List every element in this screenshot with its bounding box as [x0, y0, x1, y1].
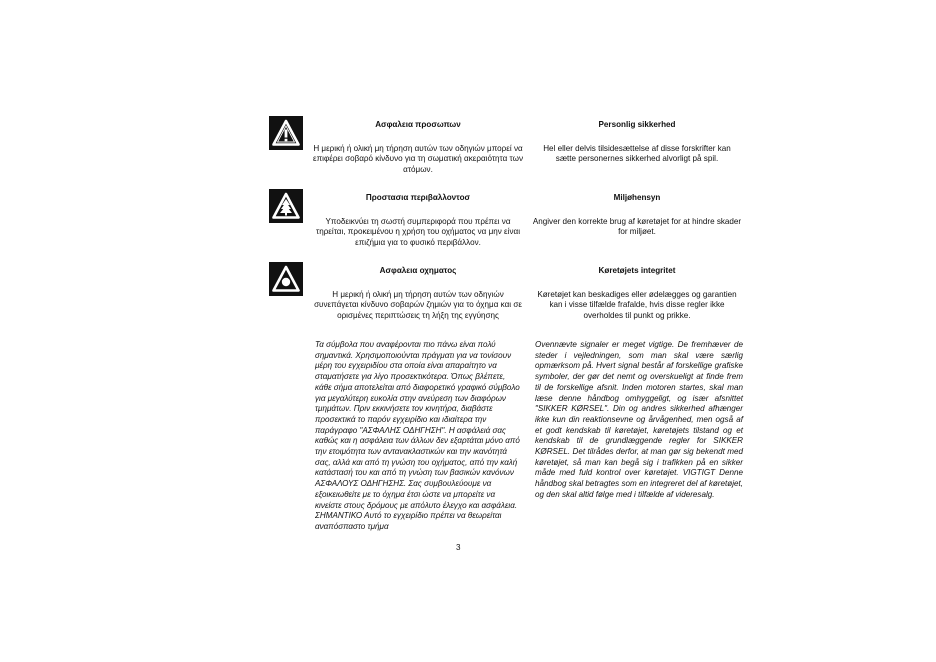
section-title: Miljøhensyn [613, 193, 661, 202]
environment-greek [312, 193, 524, 248]
section-title: Προστασια περιβαλλοντοσ [365, 193, 471, 202]
section-text: Hel eller delvis tilsidesættelse af disse forskrifter kan sætte personernes sikkerhed alvorligt på spil. [543, 143, 731, 163]
section-title: Ασφαλεια οχηματος [379, 266, 457, 275]
vehicle-safety-danish [532, 266, 742, 321]
section-text: Angiver den korrekte brug af køretøjet for at hindre skader for miljøet. [532, 216, 742, 236]
page-number: 3 [456, 543, 461, 552]
body-text-greek: Τα σύμβολα που αναφέρονται πιο πάνω είναι πολύ σημαντικά. Χρησιμοποιούνται πράγματι για να τονίσουν μέρη του εγχειριδίου στα οποία είναι απαραίτητο να σταματήσετε για λίγο προσεκτικότερα. Όπως βλέπετε, κάθε σήμα αποτελείται από διαφορετικό γραφικό σύμβολο για μεγαλύτερη ευκολία στην ανεύρεση των διαφόρων τμημάτων. Πριν εκκινήσετε τον κινητήρα, διαβάστε προσεκτικά το παρόν εγχειρίδιο και ιδιαίτερα την παράγραφο "ΑΣΦΑΛΗΣ ΟΔΗΓΗΣΗ". Η ασφάλειά σας καθώς και η ασφάλεια των άλλων δεν εξαρτάται μόνο από την ετοιμότητα των αντανακλαστικών και την ικανότητά σας, αλλά και από τη γνώση του οχήματος, από την καλή κατάστασή του και από τη γνώση των βασικών κανόνων ΑΣΦΑΛΟΥΣ ΟΔΗΓΗΣΗΣ. Σας συμβουλεύουμε να εξοικειωθείτε με το όχημα έτσι ώστε να μπορείτε να κινείστε στους δρόμους με απόλυτο έλεγχο και ασφάλεια. ΣΗΜΑΝΤΙΚΟ Αυτό το εγχειρίδιο πρέπει να θεωρείται αναπόσπαστο τμήμα [315, 340, 520, 531]
personal-safety-greek [312, 120, 524, 175]
vehicle-safety-greek [312, 266, 524, 321]
section-text: Υποδεικνύει τη σωστή συμπεριφορά που πρέπει να τηρείται, προκειμένου η χρήση του οχήματος να μην είναι επιζήμια για το φυσικό περιβάλλον. [316, 216, 520, 247]
tree-environment-icon [269, 189, 303, 223]
body-text-danish: Ovennævte signaler er meget vigtige. De fremhæver de steder i vejledningen, som man skal være særlig opmærksom på. Hvert signal består af forskellige grafiske symboler, der gør det nemt og overskueligt at finde frem til de forskellige afsnit. Inden motoren startes, skal man læse denne håndbog omhyggeligt, og især afsnittet "SIKKER KØRSEL". Din og andres sikkerhed afhænger ikke kun din reaktionsevne og årvågenhed, men også af et godt kendskab til køretøjet, køretøjets tilstand og et kendskab til de grundlæggende regler for SIKKER KØRSEL. Det tilrådes derfor, at man gør sig bekendt med køretøjet, så man kan begå sig i trafikken på en sikker måde med fuld kontrol over køretøjet. VIGTIGT Denne håndbog skal betragtes som en integreret del af køretøjet, og den skal altid følge med i tilfælde af videresalg. [535, 340, 743, 499]
personal-safety-danish [532, 120, 742, 165]
section-text: Køretøjet kan beskadiges eller ødelægges og garantien kan i visse tilfælde frafalde, hvis disse regler ikke overholdes til punkt og prikke. [537, 289, 737, 320]
vehicle-integrity-icon [269, 262, 303, 296]
section-title: Køretøjets integritet [598, 266, 676, 275]
section-text: Η μερική ή ολική μη τήρηση αυτών των οδηγιών συνεπάγεται κίνδυνο σοβαρών ζημιών για το όχημα και σε ορισμένες περιπτώσεις τη λήξη της εγγύησης [314, 289, 522, 320]
section-title: Ασφαλεια προσωπων [375, 120, 461, 129]
environment-danish [532, 193, 742, 238]
section-title: Personlig sikkerhed [598, 120, 676, 129]
section-text: Η μερική ή ολική μη τήρηση αυτών των οδηγιών μπορεί να επιφέρει σοβαρό κίνδυνο για τη σωματική ακεραιότητα των ατόμων. [312, 143, 524, 174]
warning-triangle-icon [269, 116, 303, 150]
